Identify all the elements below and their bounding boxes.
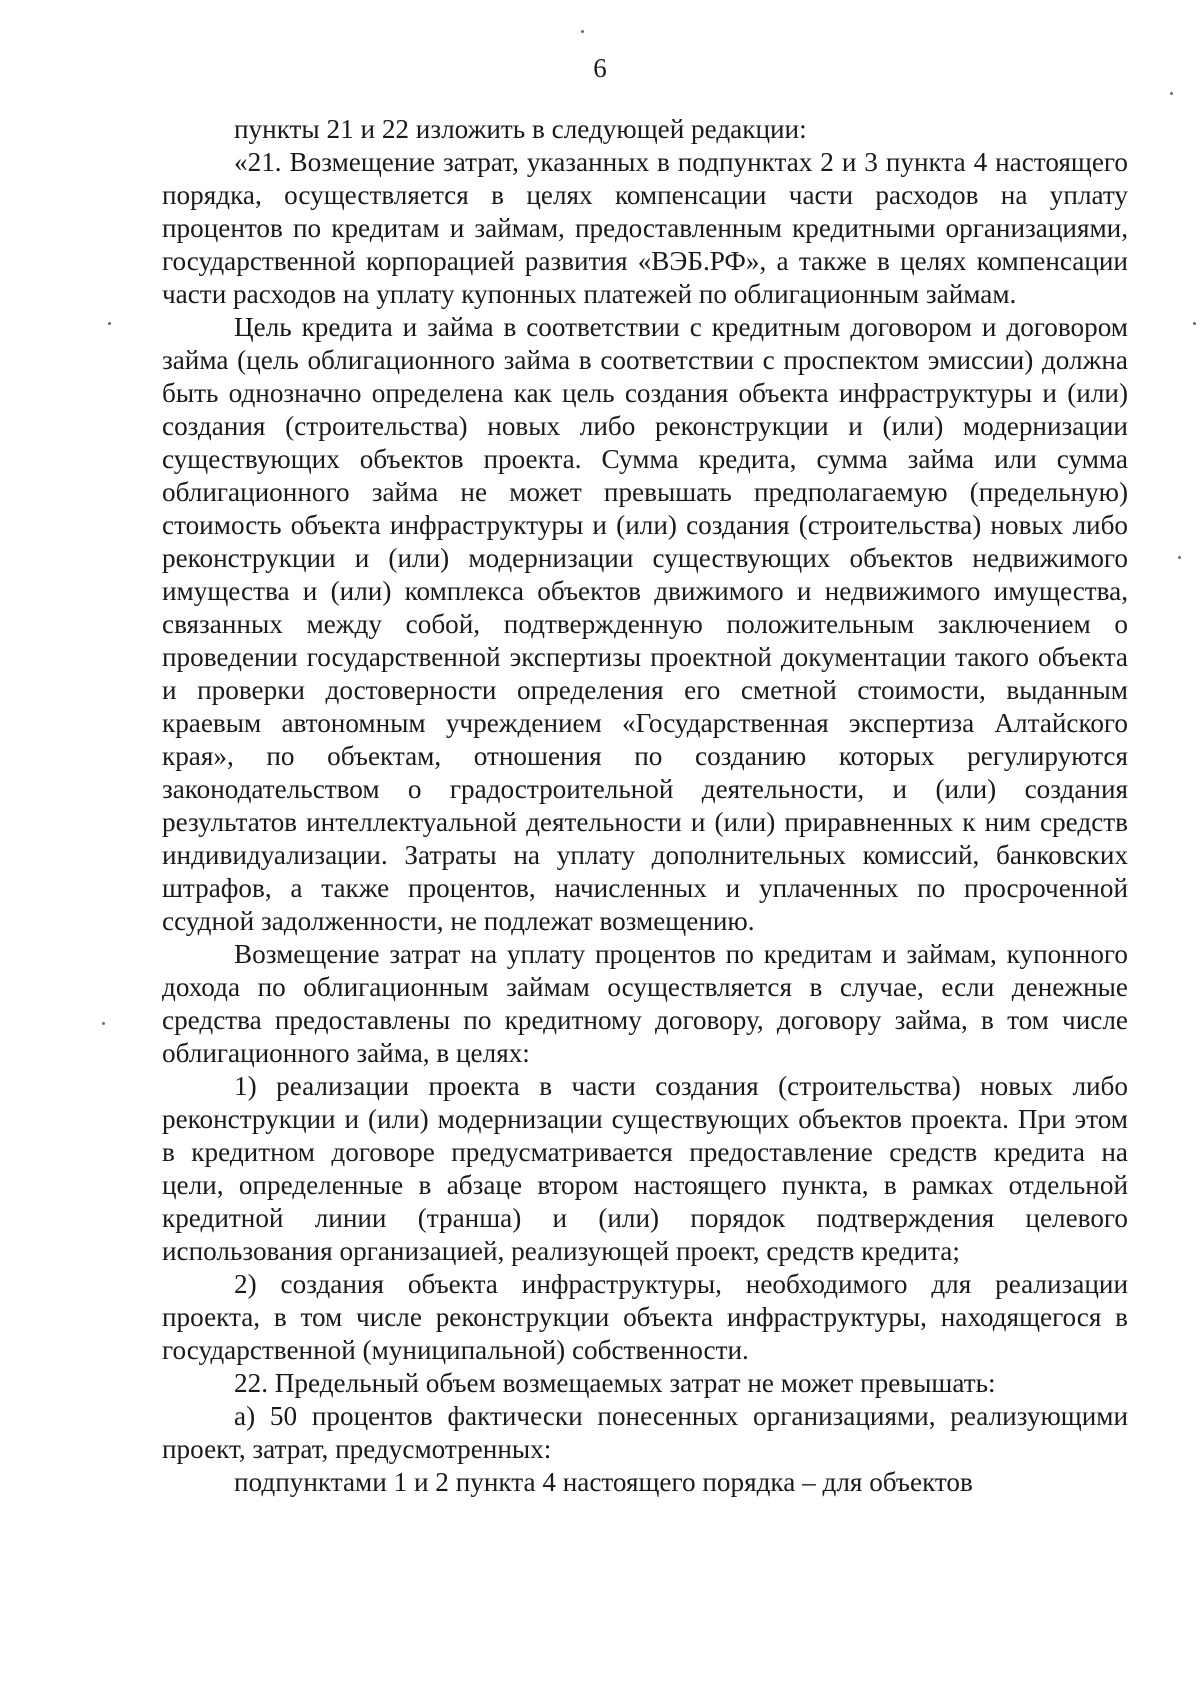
paragraph: 2) создания объекта инфраструктуры, необходимого для реализации проекта, в том числе реконструкции объекта инфраструктуры, находящегося в государственной (муниципальной) собственности. <box>162 1269 1128 1365</box>
document-body <box>162 113 1128 1499</box>
paragraph: подпунктами 1 и 2 пункта 4 настоящего порядка – для объектов <box>234 1467 973 1497</box>
scan-speck <box>1178 556 1181 559</box>
scan-speck <box>108 322 111 325</box>
page-number: 6 <box>593 53 607 83</box>
paragraph: Цель кредита и займа в соответствии с кредитным договором и договором займа (цель облигационного займа в соответствии с проспектом эмиссии) должна быть однозначно определена как цель создания объекта инфраструктуры и (или) создания (строительства) новых либо реконструкции и (или) модернизации существующих объектов проекта. Сумма кредита, сумма займа или сумма облигационного займа не может превышать предполагаемую (предельную) стоимость объекта инфраструктуры и (или) создания (строительства) новых либо реконструкции и (или) модернизации существующих объектов недвижимого имущества и (или) комплекса объектов движимого и недвижимого имущества, связанных между собой, подтвержденную положительным заключением о проведении государственной экспертизы проектной документации такого объекта и проверки достоверности определения его сметной стоимости, выданным краевым автономным учреждением «Государственная экспертиза Алтайского края», по объектам, отношения по созданию которых регулируются законодательством о градостроительной деятельности, и (или) создания результатов интеллектуальной деятельности и (или) приравненных к ним средств индивидуализации. Затраты на уплату дополнительных комиссий, банковских штрафов, а также процентов, начисленных и уплаченных по просроченной ссудной задолженности, не подлежат возмещению. <box>162 312 1128 936</box>
paragraph: 1) реализации проекта в части создания (строительства) новых либо реконструкции и (или) модернизации существующих объектов проекта. При этом в кредитном договоре предусматривается предоставление средств кредита на цели, определенные в абзаце втором настоящего пункта, в рамках отдельной кредитной линии (транша) и (или) порядок подтверждения целевого использования организацией, реализующей проект, средств кредита; <box>162 1071 1128 1266</box>
paragraph: а) 50 процентов фактически понесенных организациями, реализующими проект, затрат, предусмотренных: <box>162 1401 1128 1464</box>
paragraph: 22. Предельный объем возмещаемых затрат не может превышать: <box>234 1368 996 1398</box>
paragraph: Возмещение затрат на уплату процентов по кредитам и займам, купонного дохода по облигационным займам осуществляется в случае, если денежные средства предоставлены по кредитному договору, договору займа, в том числе облигационного займа, в целях: <box>162 939 1128 1068</box>
scan-speck <box>581 30 584 33</box>
scan-speck <box>1170 92 1173 95</box>
scan-speck <box>102 1022 105 1025</box>
paragraph: пункты 21 и 22 изложить в следующей редакции: <box>234 114 807 144</box>
paragraph: «21. Возмещение затрат, указанных в подпунктах 2 и 3 пункта 4 настоящего порядка, осуществляется в целях компенсации части расходов на уплату процентов по кредитам и займам, предоставленным кредитными организациями, государственной корпорацией развития «ВЭБ.РФ», а также в целях компенсации части расходов на уплату купонных платежей по облигационным займам. <box>162 147 1128 309</box>
scan-speck <box>1193 322 1196 325</box>
